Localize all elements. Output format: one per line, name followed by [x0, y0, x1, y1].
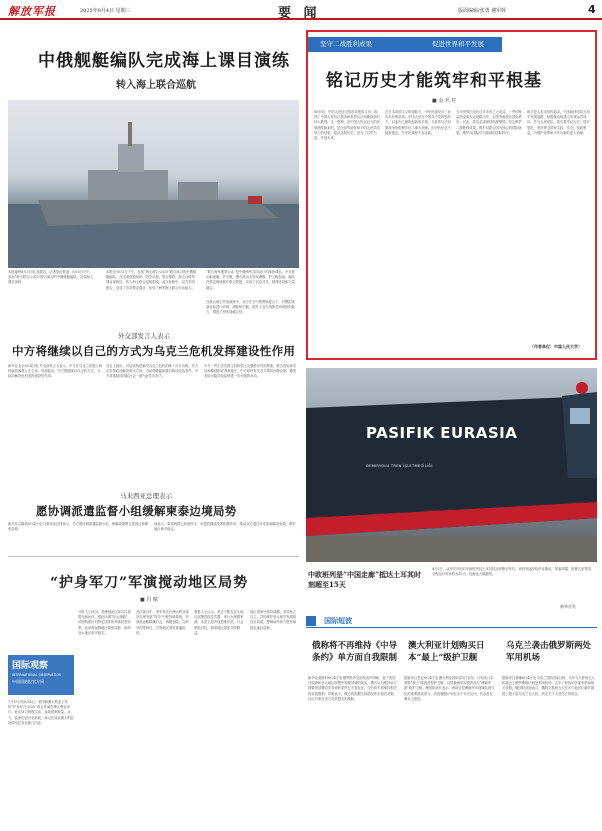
brief-3-headline: 乌克兰袭击俄罗斯两处军用机场 [506, 641, 592, 663]
editor-credit: 版面编辑/张勇 谢军晖 [458, 8, 507, 14]
train-photo [306, 368, 597, 562]
train-livery-subtext: DEMIRYOLU TREN İŞLETMECİLİĞİ [366, 464, 433, 468]
ukraine-headline: 中方将继续以自己的方式为乌克兰危机发挥建设性作用 [12, 344, 296, 358]
train-caption: 8月5日，从西安开出的中欧班列经土耳其抵达伊斯坦布尔。该班列途经哈萨克斯坦、阿塞拜疆、格鲁吉亚等国，全程运行时间约为15天，较海运大幅缩短。 [432, 567, 595, 577]
briefs-header [306, 614, 597, 628]
escort-column-5: 地区国家应保持清醒，坚持独立自主，共同维护亚太和平发展的良好局面，警惕域外势力借军演搅乱地区局势。 [250, 610, 297, 630]
train-livery-logo: PASIFIK EURASIA [366, 424, 518, 442]
intl-badge-title: 国际观察 [12, 661, 49, 671]
escort-byline: ■ 肖 赋 [140, 597, 158, 603]
drill-column-3: 在联合海空作战演练中，双方在空中预警机配合下，对模拟来袭目标进行识别、跟踪和拦截，提升了双方指挥员协调组织能力，增进了两军战略互信。 [206, 300, 295, 315]
thai-column-1: 新华社吉隆坡8月4日电 马来西亚总理表示，马方愿协调派遣监督小组，缓解柬埔寨与泰国边境紧张局势。 [8, 522, 148, 532]
warship-photo [8, 100, 299, 268]
section-title: 要 闻 [278, 6, 321, 21]
intl-observation-badge [8, 655, 74, 695]
train-photo-credit: 新华社发 [560, 604, 576, 609]
briefs-label: 国际短波 [324, 616, 353, 625]
thai-kicker: 马来西亚总理表示 [120, 492, 172, 500]
featured-tag-a: 坚守二战胜利成果 [308, 37, 454, 52]
featured-column-3: 当今世界正经历百年未有之大变局，一些国家妄图歪曲否认侵略历史，企图突破战后国际秩序。对此，我们必须保持高度警惕，坚定维护二战胜利成果，维护以联合国为核心的国际体系，维护以国际法为基础的国际秩序。 [456, 110, 522, 135]
thai-headline: 愿协调派遣监督小组缓解柬泰边境局势 [36, 504, 237, 518]
escort-column-3: 此次演习中，美军首次在澳大利亚境内实弹发射“堤丰”中程导弹系统，并演练远程精确打击、两栖登陆、岛屿夺控等科目，引发地区国家普遍担忧。 [136, 610, 189, 635]
page-number: 4 [588, 3, 596, 16]
drill-headline: 中俄舰艇编队完成海上课目演练 [38, 51, 290, 71]
train-illustration [306, 368, 597, 562]
brief-1-headline: 俄称将不再维持《中导条约》单方面自我限制 [312, 641, 398, 663]
warship-illustration [8, 100, 299, 268]
featured-author-unit: （作者单位：中国人民大学） [530, 344, 582, 349]
masthead-logo: 解放军报 [8, 5, 56, 18]
drill-subheadline: 转入海上联合巡航 [116, 80, 196, 91]
ukraine-column-1: 新华社北京8月4日电 外交部发言人表示，中方在乌克兰问题上始终秉持客观公正立场，劝和促谈。中方愿继续以自己的方式，为政治解决危机发挥建设性作用。 [8, 364, 102, 379]
drill-column-2: “联合海军搜救行动”是中俄两军共同设计的演练课目。中方派出驱逐舰、护卫舰，俄方派出大型反潜舰、护卫舰参演。编队在预定海域展开联合救援，实现了信息共享、指挥协同和力量融合。 [206, 270, 295, 290]
brief-2-headline: 澳大利亚计划购买日本“最上”级护卫舰 [408, 641, 485, 663]
section-divider [8, 556, 299, 557]
briefs-square-icon [306, 616, 316, 626]
train-caption-title: 中欧班列是“中国走廊”抵达土耳其时刻超至15天 [308, 570, 422, 589]
thai-column-2: 他表示，柬泰两国已同意停火，东盟将继续发挥积极作用，推动双方通过对话协商解决争端，维护地区和平稳定。 [154, 522, 296, 532]
escort-column-4: 观察人士认为，美方不断在亚太地区部署进攻性武器、举行大规模军演，本质上是冷战思维作祟，只会制造对抗，损害地区国家共同利益。 [194, 610, 244, 635]
escort-column-1: 7月13日至8月4日，美国和澳大利亚主导的“护身军刀-2025”联合军演在澳大利亚举行。此次演习规模空前，参演国家数量、兵力、装备均创历史新高，演习区域从澳大利亚延伸至巴布亚新几内亚。 [8, 700, 74, 725]
ukraine-column-3: 中方一贯主张各国主权和领土完整都应得到尊重，联合国宪章宗旨和原则都应得到遵守。中方呼吁有关各方保持冷静克制，避免采取可能导致局势进一步升级的举动。 [204, 364, 297, 379]
featured-byline: ■ 金 名 柱 [432, 98, 457, 104]
escort-column-2: 分析人士指出，美澳借此次演习拉拢盟友和伙伴，强化所谓“印太战略”，试图构建针对特定国家的军事同盟体系，此举将加剧地区紧张局势，破坏亚太地区和平稳定。 [78, 610, 131, 635]
brief-1-body: 新华社莫斯科8月4日电 俄罗斯外交部发表声明称，鉴于美国在欧洲和亚太地区部署中短程导弹的现实，俄方认为维持单方面暂停部署同类导弹的条件已不复存在，今后将不再维持相关的自我限制。声明表示，俄方将根据实际情况作出相应决策，以应对来自美方及其盟友的威胁。 [308, 676, 397, 701]
ukraine-kicker: 外交部发言人表示 [118, 332, 170, 340]
featured-column-4: 和平是人类永恒的追求。中国始终坚持走和平发展道路，积极推动构建人类命运共同体。作为人民军队，我们要牢记历史，居安思危，坚决捍卫国家主权、安全、发展利益，为维护世界和平作出新的更大贡献。 [527, 110, 590, 135]
brief-2-body: 据新华社悉尼8月4日电 澳大利亚国防部5日宣布，计划从日本采购“最上”级改进型护卫舰，以替换海军现役的部分“澳新军团”级护卫舰。澳国防部长表示，该项目是澳海军水面舰队现代化的重要组成部分，首批舰艇计划在本十年末交付，其余将在澳本土建造。 [404, 676, 495, 701]
drill-column-1: 本报讯 8月5日下午，参加“海上联合-2025”联合演习的中俄舰艇编队，在完成战役组织、防空反潜、联合搜救、海上补给等课目演练后，转入海上联合巡航阶段。此次演练中，双方密切配合，完成了各项预定课目，检验了两军海上联合行动能力。 [106, 270, 197, 290]
featured-column-1: 80年前，中国人民经过艰苦卓绝的斗争，取得了中国人民抗日战争和世界反法西斯战争的伟大胜利。这一胜利，是中国人民以巨大的民族牺牲换来的，是全世界爱好和平的人民共同努力的结果。铭记这段历史，是为了以史为鉴、开创未来。 [314, 110, 380, 141]
featured-tag-b: 促进世界和平发展 [432, 37, 502, 52]
issue-date: 2025年8月4日 星期三 [80, 8, 131, 14]
featured-column-2: 在日本帝国主义的侵略下，中华民族经历了前所未有的浩劫。中国人民在中国共产党的领导下，以血肉之躯筑起新的长城，为世界反法西斯战争的胜利作出了重大贡献。历史的记忆不能被遗忘，历史的真相不容歪曲。 [385, 110, 451, 135]
intl-badge-sub: 中国国防报官方网 [12, 679, 44, 684]
ukraine-column-2: 发言人指出，对话谈判是解决乌克兰危机的唯一可行出路。各方应坚持政治解决的大方向，为局势降温和重启和谈创造条件。中方将继续同国际社会一道为此作出努力。 [106, 364, 199, 379]
brief-3-body: 据新华社基辅8月4日电 乌克兰国防部4日称，乌军当天使用无人机袭击了俄罗斯境内两处军用机场，击中了停放的多架军机和相关设施。俄国防部则表示，俄防空系统当天在多个地区拦截并摧毁了数十架乌克兰无人机，尚无关于人员伤亡的报告。 [502, 676, 595, 696]
featured-headline: 铭记历史才能筑牢和平根基 [326, 71, 542, 91]
intl-badge-en: INTERNATIONAL OBSERVATION [12, 673, 61, 677]
drill-photo-caption: 本报福州8月5日电 高瑞苏，记者管伦报道：8月5日下午，参加“海上联合-2025”联合演习的中俄舰艇编队，完成海上课目演练 [8, 270, 93, 285]
escort-headline: “护身军刀”军演搅动地区局势 [50, 575, 249, 591]
